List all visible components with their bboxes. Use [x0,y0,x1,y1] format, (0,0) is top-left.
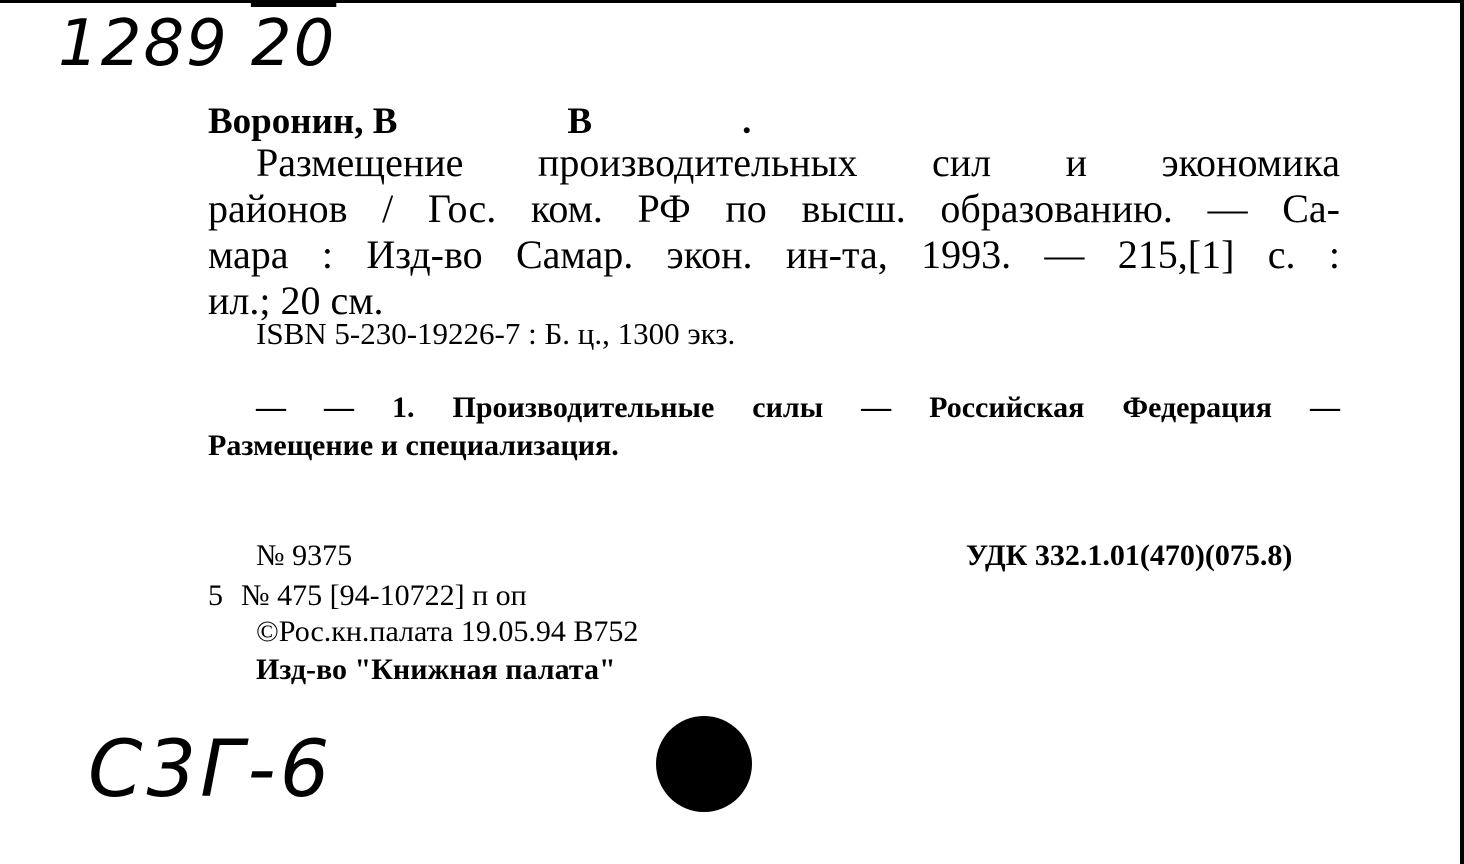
author-initial-2: В [567,101,593,142]
handwritten-location-code: С3Г-6 [88,725,334,815]
copyright-line: ©Рос.кн.палата 19.05.94 В752 [256,615,639,648]
shelf-code-2: 20 [250,7,337,81]
record-number-2-prefix: 5 [208,579,223,612]
title-line-4: ил.; 20 см. [208,278,384,323]
record-number-2: № 475 [94-10722] п оп [241,579,527,612]
udk-code: УДК 332.1.01(470)(075.8) [966,539,1293,572]
author-dot: . [742,101,752,142]
record-number-1: № 9375 [256,539,353,572]
isbn-line: ISBN 5-230-19226-7 : Б. ц., 1300 экз. [256,316,736,351]
title-line-3: мара : Изд-во Самар. экон. ин-та, 1993. — 215,[1] с. : [208,232,1340,277]
shelf-code: 1289 [58,7,229,81]
card-right-border [1460,0,1464,864]
record-number-2-line [208,576,527,616]
handwritten-shelf-code [58,4,336,84]
title-line-2: районов / Гос. ком. РФ по высш. образованию. — Са- [208,186,1340,231]
punch-hole [656,716,752,812]
subject-line-2: Размещение и специализация. [208,429,619,462]
author-heading [208,100,751,144]
publisher-line: Изд-во "Книжная палата" [256,653,616,686]
title-line-1: Размещение производительных сил и экономика [256,140,1340,185]
subject-line-1: — — 1. Производительные силы — Российская Федерация — [256,391,1340,424]
card-top-border [0,0,1464,3]
author-surname: Воронин, В [208,101,398,142]
